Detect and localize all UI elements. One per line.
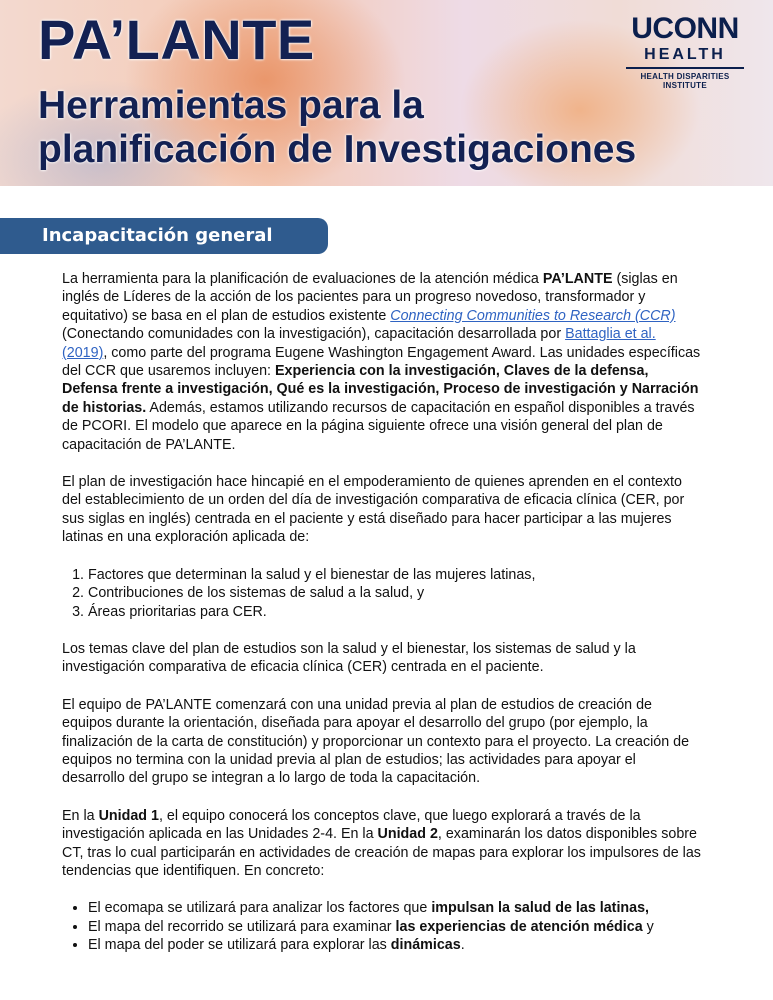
text: , como parte del programa Eugene Washington Engagement Award. Las unidades específicas del CCR que usaremos incluyen: (62, 344, 701, 380)
bold-text: las experiencias de atención médica (395, 918, 643, 935)
bold-text: Experiencia con la investigación, Claves de la defensa, Defensa frente a investigación, Qué es la investigación, Proceso de investigación y Narración de historias. (62, 363, 699, 416)
text: En la (62, 807, 99, 824)
bold-text: dinámicas (390, 937, 461, 954)
text: (siglas en inglés de Líderes de la acción de los pacientes para un progreso novedoso, transformador y equitativo) se basa en el plan de estudios existente (62, 271, 678, 324)
text: El mapa del recorrido se utilizará para examinar (88, 918, 396, 935)
list-item: 3. Áreas prioritarias para CER. (88, 603, 702, 621)
bold-text: Unidad 1 (98, 807, 159, 824)
logo-health: HEALTH (644, 46, 726, 63)
text: , examinarán los datos disponibles sobre CT, tras lo cual participarán en actividades de creación de mapas para explorar los impulsores de las tendencias que identifiquen. En concreto: (62, 826, 701, 879)
paragraph-units (62, 807, 702, 881)
battaglia-link[interactable]: Battaglia et al. (2019) (62, 326, 656, 361)
list-item: 1. Factores que determinan la salud y el bienestar de las mujeres latinas, (88, 566, 702, 584)
list-item (88, 936, 702, 954)
paragraph-team: El equipo de PA’LANTE comenzará con una unidad previa al plan de estudios de creación de equipos durante la orientación, diseñada para apoyar el desarrollo del grupo (por ejemplo, la finalización de la carta de constitución) y proporcionar un contexto para el proyecto. La creación de equipos no termina con la unidad previa al plan de estudios; las actividades para apoyar el desarrollo del grupo se integran a lo largo de toda la capacitación. (62, 696, 690, 787)
section-heading: Incapacitación general (42, 225, 273, 246)
logo-divider (626, 67, 744, 69)
bold-text: Unidad 2 (377, 826, 438, 843)
list-item: 2. Contribuciones de los sistemas de salud a la salud, y (88, 584, 702, 602)
document-body (62, 270, 702, 955)
subtitle-line-2: planificación de Investigaciones (38, 128, 637, 171)
text: y (642, 918, 654, 935)
section-heading-tab (0, 218, 328, 254)
ccr-link[interactable]: Connecting Communities to Research (CCR) (390, 307, 676, 324)
text: (Conectando comunidades con la investigación), capacitación desarrollada por (62, 326, 566, 343)
paragraph-intro (62, 270, 702, 454)
list-item (88, 918, 702, 936)
bullet-list (62, 899, 702, 954)
paragraph-plan: El plan de investigación hace hincapié en el empoderamiento de quienes aprenden en el contexto del establecimiento de un orden del día de investigación comparativa de eficacia clínica (CER, por sus siglas en inglés) centrada en el paciente y está diseñado para hacer participar a las mujeres latinas en una exploración aplicada de: (62, 474, 685, 546)
document-title: PA’LANTE (38, 8, 315, 71)
logo-institute-line-2: INSTITUTE (662, 81, 708, 90)
header-banner (0, 0, 773, 186)
logo-uconn: UCONN (631, 12, 739, 45)
document-subtitle (38, 84, 636, 172)
text: , el equipo conocerá los conceptos clave, que luego explorará a través de la investigación aplicada en las Unidades 2-4. En la (62, 807, 641, 843)
text: Además, estamos utilizando recursos de capacitación en español disponibles a través de PCORI. El modelo que aparece en la página siguiente ofrece una visión general del plan de capacitación de PA’LANTE. (62, 399, 695, 453)
bold-text: PA’LANTE (542, 271, 613, 287)
uconn-health-logo (620, 14, 750, 90)
text: El mapa del poder se utilizará para explorar las (88, 937, 391, 954)
paragraph-key-topics: Los temas clave del plan de estudios son la salud y el bienestar, los sistemas de salud y la investigación comparativa de eficacia clínica (CER) centrada en el paciente. (62, 640, 636, 676)
subtitle-line-1: Herramientas para la (38, 84, 424, 127)
text: La herramienta para la planificación de evaluaciones de la atención médica (62, 271, 543, 287)
text: . (460, 937, 465, 954)
text: El ecomapa se utilizará para analizar los factores que (88, 900, 432, 917)
bold-text: impulsan la salud de las latinas, (431, 900, 650, 917)
list-item (88, 899, 702, 917)
ordered-list (62, 566, 702, 621)
logo-institute-line-1: HEALTH DISPARITIES (640, 72, 730, 81)
